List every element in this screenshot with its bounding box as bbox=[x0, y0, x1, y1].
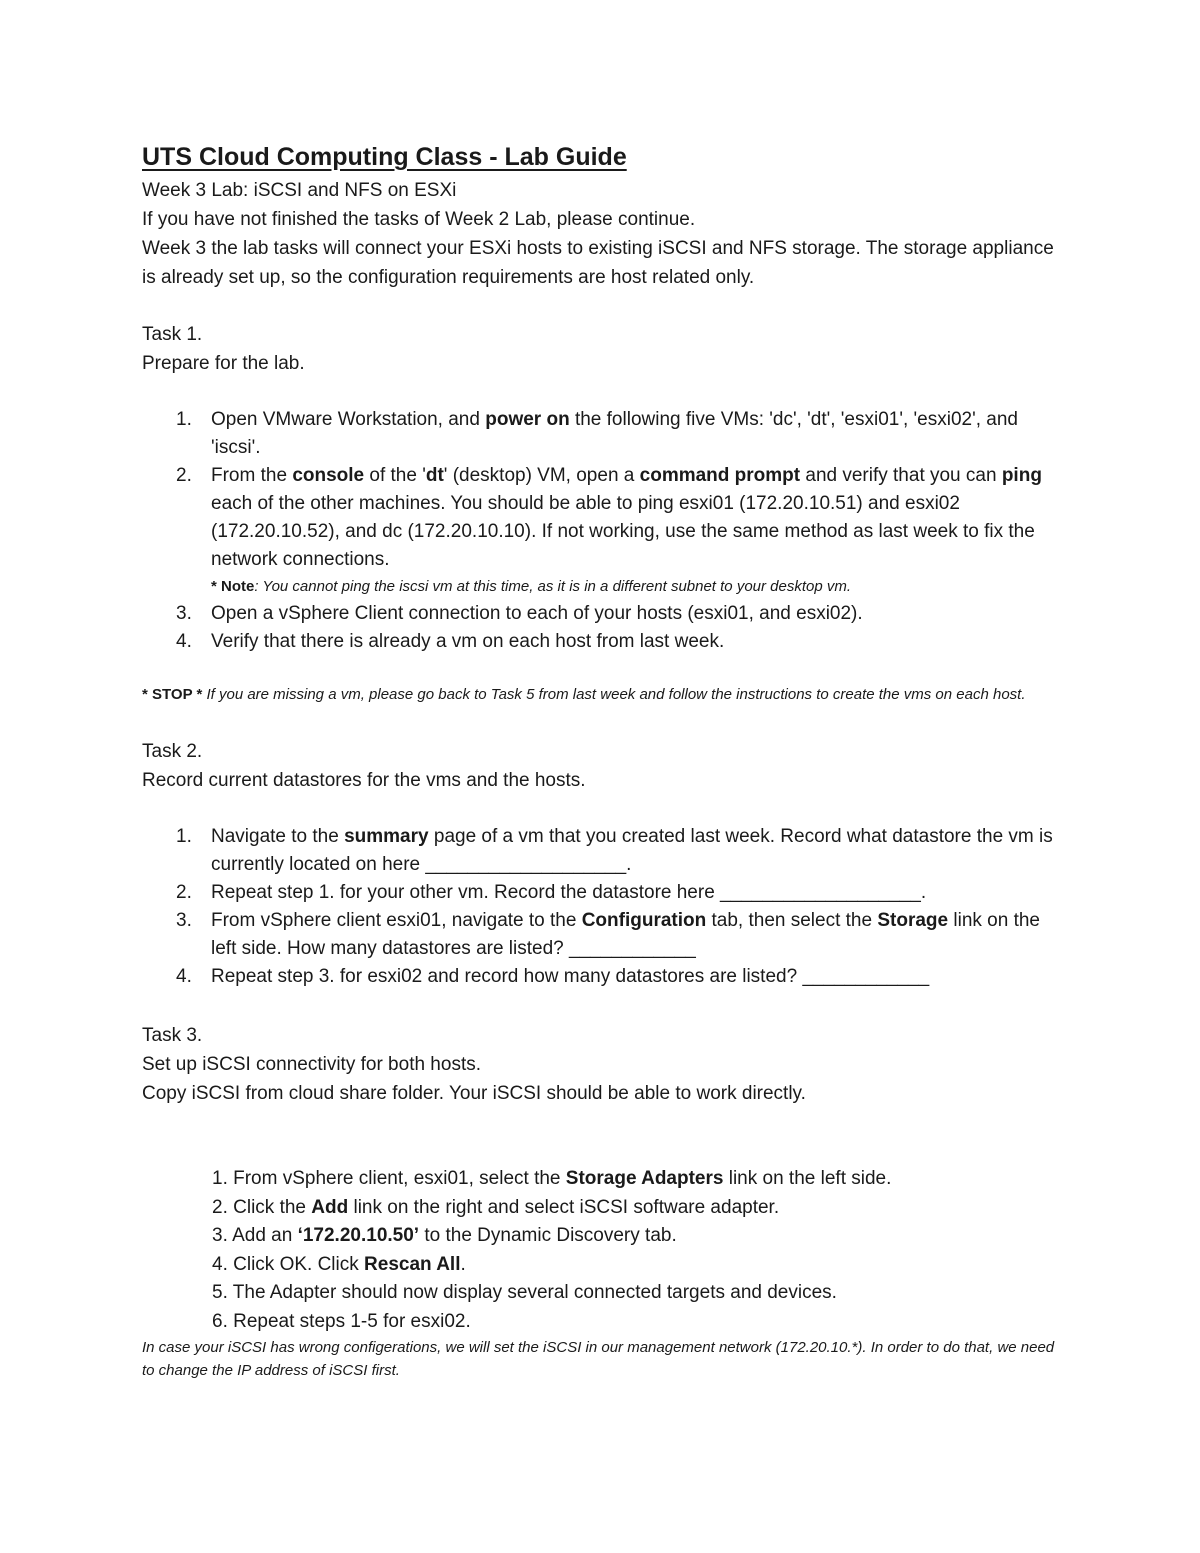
note-text: * Note: You cannot ping the iscsi vm at this time, as it is in a different subnet to your desktop vm. bbox=[211, 578, 852, 595]
list-item: 1. Open VMware Workstation, and power on the following five VMs: 'dc', 'dt', 'esxi01', 'esxi02', and 'iscsi'. bbox=[176, 409, 1018, 458]
list-item: 5. The Adapter should now display several connected targets and devices. bbox=[212, 1282, 837, 1303]
list-item: 4. Repeat step 3. for esxi02 and record how many datastores are listed? ____________ bbox=[176, 966, 930, 987]
task3-copy-text: Copy iSCSI from cloud share folder. Your iSCSI should be able to work directly. bbox=[142, 1083, 806, 1104]
list-item: 3. Add an ‘172.20.10.50’ to the Dynamic Discovery tab. bbox=[212, 1225, 677, 1246]
list-item: 2. From the console of the 'dt' (desktop) VM, open a command prompt and verify that you can ping each of the other machines. You should be able to ping esxi01 (172.20.10.51) and esxi02 (172.20.10.52), and dc (172.20.10.10). If not working, use the same method as last week to fix the network connections. * Note: You cannot ping the iscsi vm at this time, as it is in a different subnet to your desktop vm. bbox=[142, 462, 1062, 600]
list-item: 4. Click OK. Click Rescan All. bbox=[212, 1253, 466, 1275]
task3-steps bbox=[142, 1165, 1062, 1336]
closing-note: In case your iSCSI has wrong configerations, we will set the iSCSI in our management network (172.20.10.*). In order to do that, we need to change the IP address of iSCSI first. bbox=[142, 1339, 1055, 1379]
list-item: 3. From vSphere client esxi01, navigate to the Configuration tab, then select the Storage link on the left side. How many datastores are listed? ____________ bbox=[176, 910, 1041, 959]
week-subtitle: Week 3 Lab: iSCSI and NFS on ESXi bbox=[142, 180, 457, 201]
stop-note: * STOP * If you are missing a vm, please go back to Task 5 from last week and follow the instructions to create the vms on each host. bbox=[142, 686, 1026, 703]
intro-description: Week 3 the lab tasks will connect your ESXi hosts to existing iSCSI and NFS storage. The storage appliance is already set up, so the configuration requirements are host related only. bbox=[142, 238, 1054, 288]
list-item: 4. Verify that there is already a vm on each host from last week. bbox=[176, 631, 725, 652]
task2-steps bbox=[142, 823, 1062, 991]
task3-subtitle: Set up iSCSI connectivity for both hosts. bbox=[142, 1054, 482, 1075]
task3-heading: Task 3. bbox=[142, 1025, 203, 1046]
page-title: UTS Cloud Computing Class - Lab Guide bbox=[142, 143, 627, 171]
list-item: 3. Open a vSphere Client connection to each of your hosts (esxi01, and esxi02). bbox=[176, 603, 863, 624]
task1-heading: Task 1. bbox=[142, 324, 203, 345]
list-item: 6. Repeat steps 1-5 for esxi02. bbox=[212, 1310, 471, 1332]
task1-steps bbox=[142, 406, 1062, 656]
list-item: 2. Repeat step 1. for your other vm. Record the datastore here ___________________. bbox=[176, 882, 927, 903]
list-item: 1. From vSphere client, esxi01, select the Storage Adapters link on the left side. bbox=[212, 1168, 892, 1189]
document-page bbox=[142, 140, 1062, 1382]
task2-subtitle: Record current datastores for the vms and the hosts. bbox=[142, 770, 586, 791]
task2-heading: Task 2. bbox=[142, 741, 203, 762]
continue-text: If you have not finished the tasks of Week 2 Lab, please continue. bbox=[142, 209, 696, 230]
list-item: 1. Navigate to the summary page of a vm that you created last week. Record what datastore the vm is currently located on here ___________________. bbox=[176, 826, 1053, 875]
list-item: 2. Click the Add link on the right and select iSCSI software adapter. bbox=[212, 1196, 780, 1218]
task1-subtitle: Prepare for the lab. bbox=[142, 353, 305, 374]
